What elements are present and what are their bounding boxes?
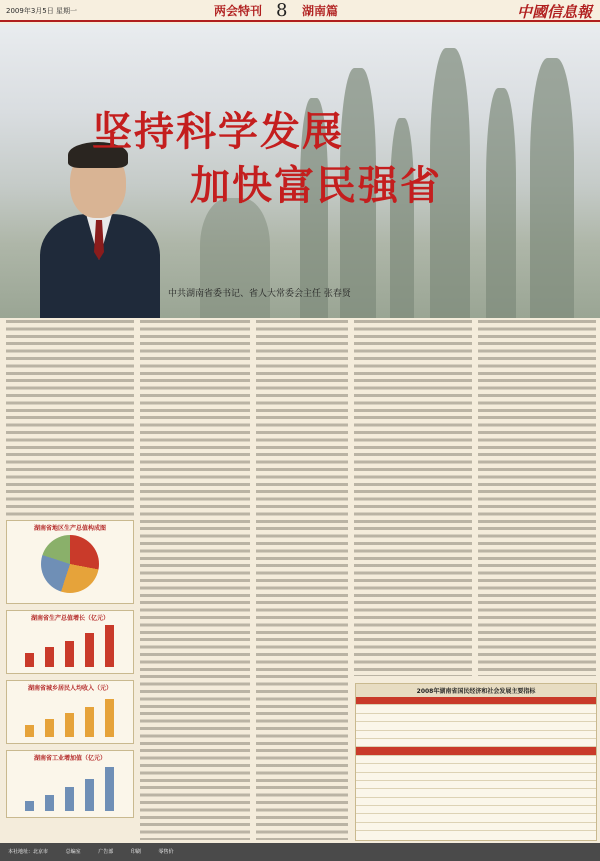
chart-title: 湖南省工业增加值（亿元） — [33, 755, 106, 762]
chart-bar — [105, 767, 114, 811]
footer-item: 本社地址：北京市 — [8, 849, 49, 855]
chart-bar — [25, 801, 34, 811]
byline: 中共湖南省委书记、省人大常委会主任 张春贤 — [168, 289, 351, 299]
chart-bar — [65, 641, 74, 667]
table-title: 2008年湖南省国民经济和社会发展主要指标 — [356, 684, 596, 697]
chart-title: 湖南省生产总值增长（亿元） — [30, 615, 109, 622]
mountain-peak — [200, 198, 270, 318]
gdp-growth-chart — [6, 610, 134, 674]
chart-bar — [105, 625, 114, 667]
article-column-3 — [256, 320, 348, 840]
table-row — [356, 806, 596, 814]
chart-bar — [105, 699, 114, 737]
chart-bar — [85, 633, 94, 667]
page-header — [0, 0, 600, 22]
newspaper-logo: 中國信息報 — [516, 3, 592, 21]
table-row — [356, 739, 596, 747]
footer-item: 零售价 — [158, 849, 174, 855]
chart-bar — [25, 653, 34, 667]
portrait-photo — [40, 134, 160, 318]
chart-bar — [45, 719, 54, 737]
table-row — [356, 756, 596, 764]
table-row — [356, 789, 596, 797]
table-row — [356, 781, 596, 789]
industry-chart — [6, 750, 134, 818]
chart-bar — [25, 725, 34, 737]
hero-banner — [0, 24, 600, 318]
table-row — [356, 773, 596, 781]
section-name: 两会特刊 — [214, 4, 263, 18]
article-column-1 — [6, 320, 134, 516]
article-column-2 — [140, 320, 250, 840]
headline-line1: 坚持科学发展 — [92, 108, 344, 155]
mountain-peak — [390, 118, 414, 318]
chart-bar — [45, 795, 54, 811]
table-row — [356, 722, 596, 730]
mountain-peak — [530, 58, 574, 318]
article-column-4 — [354, 320, 472, 676]
table-section-row — [356, 747, 596, 755]
table-row — [356, 798, 596, 806]
chart-bar — [85, 707, 94, 737]
issue-date: 2009年3月5日 星期一 — [6, 7, 77, 15]
chart-title: 湖南省城乡居民人均收入（元） — [27, 685, 112, 692]
chart-bar — [45, 647, 54, 667]
table-row — [356, 714, 596, 722]
composition-chart — [6, 520, 134, 604]
pie-chart-graphic — [41, 535, 99, 593]
page-number: 8 — [276, 0, 288, 21]
income-chart — [6, 680, 134, 744]
chart-title: 湖南省地区生产总值构成图 — [33, 525, 106, 532]
table-header-row — [356, 697, 596, 705]
table-row — [356, 823, 596, 831]
region-name: 湖南篇 — [302, 4, 339, 18]
headline-line2: 加快富民强省 — [190, 162, 442, 209]
table-row — [356, 814, 596, 822]
table-row — [356, 764, 596, 772]
footer-item: 总编室 — [65, 849, 81, 855]
article-column-5 — [478, 320, 596, 676]
indicators-table — [355, 683, 597, 841]
table-row — [356, 705, 596, 713]
footer-item: 印刷 — [130, 849, 141, 855]
statistics-sidebar — [6, 520, 134, 820]
table-row — [356, 731, 596, 739]
chart-bar — [65, 713, 74, 737]
mountain-peak — [486, 88, 516, 318]
footer-item: 广告部 — [98, 849, 114, 855]
chart-bar — [65, 787, 74, 811]
chart-bar — [85, 779, 94, 811]
page-footer — [0, 843, 600, 861]
